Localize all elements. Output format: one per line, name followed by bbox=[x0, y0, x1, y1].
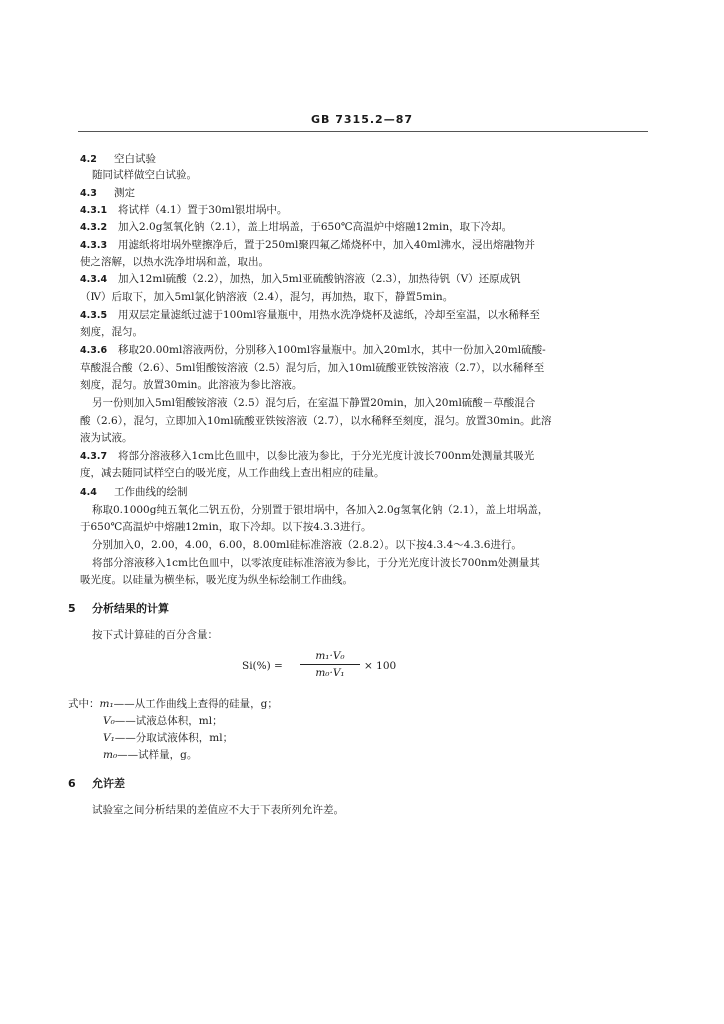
line-4-3-6-para2-cont2 bbox=[80, 431, 646, 445]
section-6-text bbox=[92, 803, 646, 817]
legend-symbol: m₁ bbox=[99, 698, 114, 710]
line-4-3 bbox=[80, 186, 646, 201]
silicon-formula bbox=[242, 648, 442, 688]
legend-desc: ——分取试液体积，ml； bbox=[114, 732, 234, 744]
legend-symbol: V₁ bbox=[103, 732, 115, 744]
line-4-4-body1-cont bbox=[80, 520, 646, 534]
clause-text: 空白试验 bbox=[114, 153, 156, 165]
line-4-3-7 bbox=[80, 449, 646, 464]
clause-text: 于650℃高温炉中熔融12min，取下冷却。以下按4.3.3进行。 bbox=[80, 521, 372, 533]
line-4-3-4 bbox=[80, 272, 646, 287]
line-4-3-1 bbox=[80, 203, 646, 218]
legend-desc: ——从工作曲线上查得的硅量，g； bbox=[113, 698, 278, 710]
clause-number: 4.3 bbox=[80, 188, 97, 199]
clause-text: 加入2.0g氢氧化钠（2.1），盖上坩埚盖，于650℃高温炉中熔融12min，取下冷却。 bbox=[118, 221, 513, 233]
clause-number: 4.3.2 bbox=[80, 222, 108, 233]
section-number: 6 bbox=[68, 777, 76, 790]
line-4-3-6-para2 bbox=[92, 396, 646, 410]
clause-number: 4.3.1 bbox=[80, 205, 108, 216]
formula-denominator: m₀·V₁ bbox=[315, 667, 345, 679]
section-title: 允许差 bbox=[92, 777, 125, 790]
clause-number: 4.4 bbox=[80, 487, 97, 498]
standard-code-header: GB 7315.2—87 bbox=[311, 113, 413, 126]
clause-number: 4.3.6 bbox=[80, 345, 108, 356]
line-4-3-6-cont1 bbox=[80, 361, 646, 375]
clause-text: 吸光度。以硅量为横坐标，吸光度为纵坐标绘制工作曲线。 bbox=[80, 574, 353, 586]
line-4-4 bbox=[80, 485, 646, 500]
header-rule bbox=[78, 131, 648, 132]
line-4-3-6-cont2 bbox=[80, 378, 646, 392]
line-4-4-body3-cont bbox=[80, 573, 646, 587]
line-4-4-body3 bbox=[92, 556, 646, 570]
formula-rhs: × 100 bbox=[364, 660, 397, 672]
legend-prefix: 式中： bbox=[68, 698, 100, 710]
line-4-2-body bbox=[92, 168, 646, 182]
clause-text: 测定 bbox=[114, 187, 135, 199]
line-4-2 bbox=[80, 152, 646, 167]
legend-row-3 bbox=[103, 731, 233, 745]
section-title: 分析结果的计算 bbox=[92, 602, 169, 615]
clause-text: 随同试样做空白试验。 bbox=[92, 169, 197, 181]
clause-text: （Ⅳ）后取下，加入5ml氯化钠溶液（2.4），混匀，再加热，取下，静置5min。 bbox=[80, 291, 454, 303]
section-number: 5 bbox=[68, 602, 76, 615]
line-4-4-body2 bbox=[92, 538, 646, 552]
clause-text: 刻度，混匀。放置30min。此溶液为参比溶液。 bbox=[80, 379, 303, 391]
line-4-3-7-cont bbox=[80, 466, 646, 480]
intro-text: 按下式计算硅的百分含量： bbox=[92, 629, 218, 641]
clause-text: 将部分溶液移入1cm比色皿中，以零浓度硅标准溶液为参比，于分光光度计波长700nm处测量其 bbox=[92, 557, 540, 569]
clause-text: 度，减去随同试样空白的吸光度，从工作曲线上查出相应的硅量。 bbox=[80, 467, 385, 479]
legend-row-1 bbox=[68, 697, 278, 711]
legend-row-2 bbox=[103, 714, 223, 728]
clause-text: 液为试液。 bbox=[80, 432, 133, 444]
line-4-3-3 bbox=[80, 238, 646, 253]
line-4-3-5 bbox=[80, 308, 646, 323]
clause-text: 移取20.00ml溶液两份，分别移入100ml容量瓶中。加入20ml水，其中一份加入20ml硫酸- bbox=[118, 344, 546, 356]
clause-text: 用滤纸将坩埚外壁擦净后，置于250ml聚四氟乙烯烧杯中，加入40ml沸水，浸出熔融物并 bbox=[118, 239, 536, 251]
clause-number: 4.2 bbox=[80, 154, 97, 165]
legend-desc: ——试样量，g。 bbox=[117, 749, 198, 761]
clause-text: 分别加入0，2.00，4.00，6.00，8.00ml硅标准溶液（2.8.2）。以下按4.3.4～4.3.6进行。 bbox=[92, 539, 522, 551]
clause-text: 酸（2.6），混匀，立即加入10ml硫酸亚铁铵溶液（2.7），以水稀释至刻度，混匀。放置30min。此溶 bbox=[80, 415, 552, 427]
section-5-intro bbox=[92, 628, 646, 642]
clause-text: 使之溶解，以热水洗净坩埚和盖，取出。 bbox=[80, 256, 269, 268]
line-4-3-6-para2-cont1 bbox=[80, 414, 646, 428]
formula-fraction bbox=[300, 648, 360, 681]
legend-row-4 bbox=[103, 748, 197, 762]
line-4-3-3-cont bbox=[80, 255, 646, 269]
clause-text: 将部分溶液移入1cm比色皿中，以参比液为参比，于分光光度计波长700nm处测量其吸光 bbox=[118, 450, 535, 462]
line-4-4-body1 bbox=[92, 503, 646, 517]
clause-text: 将试样（4.1）置于30ml银坩埚中。 bbox=[118, 204, 288, 216]
line-4-3-2 bbox=[80, 220, 646, 235]
legend-desc: ——试液总体积，ml； bbox=[114, 715, 223, 727]
section-text: 试验室之间分析结果的差值应不大于下表所列允许差。 bbox=[92, 804, 344, 816]
line-4-3-4-cont bbox=[80, 290, 646, 304]
legend-symbol: V₀ bbox=[103, 715, 115, 727]
clause-text: 另一份则加入5ml钼酸铵溶液（2.5）混匀后，在室温下静置20min，加入20ml硫酸－草酸混合 bbox=[92, 397, 536, 409]
section-6-heading bbox=[68, 777, 125, 791]
section-5-heading bbox=[68, 602, 169, 616]
legend-symbol: m₀ bbox=[103, 749, 118, 761]
clause-number: 4.3.7 bbox=[80, 451, 108, 462]
formula-numerator: m₁·V₀ bbox=[315, 650, 345, 662]
clause-text: 加入12ml硫酸（2.2），加热，加入5ml亚硫酸钠溶液（2.3），加热待钒（V）还原成钒 bbox=[118, 273, 521, 285]
clause-number: 4.3.4 bbox=[80, 274, 108, 285]
line-4-3-5-cont bbox=[80, 325, 646, 339]
line-4-3-6 bbox=[80, 343, 646, 358]
clause-text: 用双层定量滤纸过滤于100ml容量瓶中，用热水洗净烧杯及滤纸，冷却至室温，以水稀释至 bbox=[118, 309, 540, 321]
clause-number: 4.3.5 bbox=[80, 310, 108, 321]
clause-number: 4.3.3 bbox=[80, 240, 108, 251]
clause-text: 称取0.1000g纯五氧化二钒五份，分别置于银坩埚中，各加入2.0g氢氧化钠（2.1），盖上坩埚盖， bbox=[92, 504, 549, 516]
clause-text: 刻度，混匀。 bbox=[80, 326, 143, 338]
formula-lhs: Si(%) = bbox=[242, 660, 283, 672]
clause-text: 草酸混合酸（2.6）、5ml钼酸铵溶液（2.5）混匀后，加入10ml硫酸亚铁铵溶液（2.7），以水稀释至 bbox=[80, 362, 545, 374]
clause-text: 工作曲线的绘制 bbox=[114, 486, 188, 498]
